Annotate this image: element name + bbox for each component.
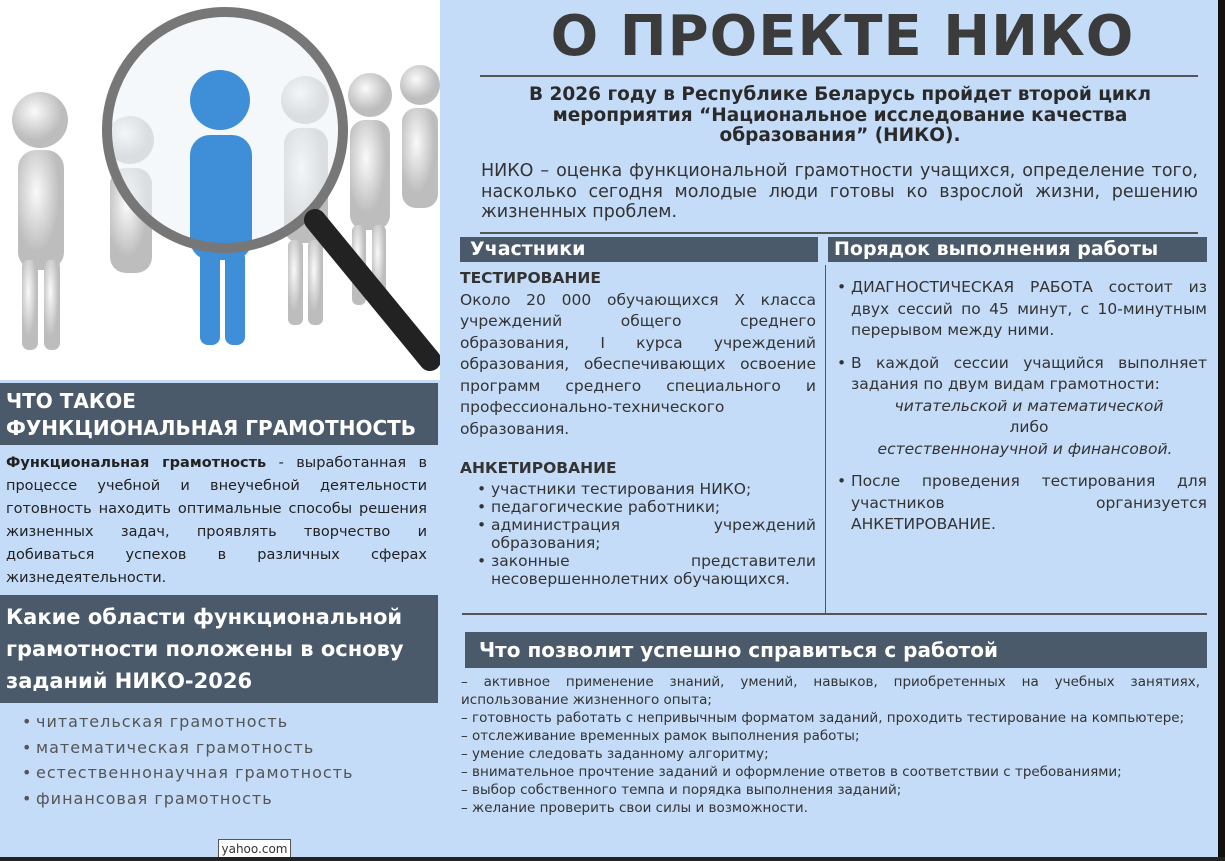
option2: естественнонаучной и финансовой. xyxy=(877,439,1173,458)
procedure-column xyxy=(851,277,1207,536)
list-item: • участники тестирования НИКО; xyxy=(491,480,816,498)
procedure-header: Порядок выполнения работы xyxy=(828,237,1207,262)
areas-list xyxy=(36,709,353,811)
survey-title: АНКЕТИРОВАНИЕ xyxy=(460,459,617,477)
list-item: – активное применение знаний, умений, навыков, приобретенных на учебных занятиях, использование жизненного опыта; xyxy=(461,674,1200,708)
list-item: • После проведения тестирования для участников организуется АНКЕТИРОВАНИЕ. xyxy=(851,471,1207,536)
divider xyxy=(462,613,1207,615)
definition-paragraph xyxy=(6,452,427,590)
survey-list xyxy=(460,480,816,588)
list-item: – умение следовать заданному алгоритму; xyxy=(461,746,769,762)
window-edge-bottom xyxy=(0,857,1225,861)
list-item: – отслеживание временных рамок выполнения работы; xyxy=(461,728,860,744)
list-item: • читательская грамотность xyxy=(36,709,353,735)
definition-term: Функциональная грамотность xyxy=(6,455,267,471)
list-item: • педагогические работники; xyxy=(491,498,816,516)
list-item: • ДИАГНОСТИЧЕСКАЯ РАБОТА состоит из двух сессий по 45 минут, с 10-минутным перерывом между ними. xyxy=(851,277,1207,342)
participants-column xyxy=(460,268,816,588)
magnifier-people-illustration xyxy=(0,0,440,380)
what-is-header-line1: ЧТО ТАКОЕ xyxy=(6,389,136,413)
participants-header: Участники xyxy=(460,237,818,262)
or-text: либо xyxy=(1009,418,1049,436)
intro-paragraph: НИКО – оценка функциональной грамотности учащихся, определение того, насколько сегодня молодые люди готовы ко взрослой жизни, решению жизненных проблем. xyxy=(481,161,1198,222)
what-is-header-line2: ФУНКЦИОНАЛЬНАЯ ГРАМОТНОСТЬ xyxy=(6,416,417,440)
subtitle: В 2026 году в Республике Беларусь пройдет второй цикл мероприятия “Национальное исследование качества образования” (НИКО). xyxy=(528,84,1152,146)
divider xyxy=(480,232,1198,234)
item2-text: В каждой сессии учащийся выполняет задания по двум видам грамотности: xyxy=(851,353,1207,393)
success-header: Что позволит успешно справиться с работой xyxy=(465,632,1207,668)
what-is-header xyxy=(0,383,438,445)
window-edge xyxy=(1218,0,1225,861)
list-item: – готовность работать с непривычным форматом заданий, проходить тестирование на компьютере; xyxy=(461,710,1185,726)
list-item: – выбор собственного темпа и порядка выполнения заданий; xyxy=(461,782,902,798)
list-item: • финансовая грамотность xyxy=(36,786,353,812)
list-item: • математическая грамотность xyxy=(36,735,353,761)
page-title: О ПРОЕКТЕ НИКО xyxy=(550,4,1135,69)
option1: читательской и математической xyxy=(894,396,1164,415)
divider xyxy=(480,75,1198,77)
list-item: • естественнонаучная грамотность xyxy=(36,760,353,786)
list-item: • администрация учреждений образования; xyxy=(491,516,816,552)
watermark: yahoo.com xyxy=(218,839,291,859)
areas-header: Какие области функциональной грамотности положены в основу заданий НИКО-2026 xyxy=(0,595,438,703)
list-item: • законные представители несовершеннолетних обучающихся. xyxy=(491,552,816,588)
list-item: – желание проверить свои силы и возможности. xyxy=(461,800,808,816)
testing-title: ТЕСТИРОВАНИЕ xyxy=(460,269,601,287)
testing-text: Около 20 000 обучающихся X класса учреждений общего среднего образования, I курса учреждений образования, обеспечивающих освоение программ среднего специального и профессионально-технического образования. xyxy=(460,290,816,438)
definition-text: - выработанная в процессе учебной и внеучебной деятельности готовность находить оптимальные способы решения жизненных задач, проявлять творчество и добиваться успехов в различных сферах жизнедеятельности. xyxy=(6,455,428,586)
column-divider xyxy=(825,265,826,613)
success-list xyxy=(461,673,1200,817)
list-item: – внимательное прочтение заданий и оформление ответов в соответствии с требованиями; xyxy=(461,764,1122,780)
list-item xyxy=(851,353,1207,461)
